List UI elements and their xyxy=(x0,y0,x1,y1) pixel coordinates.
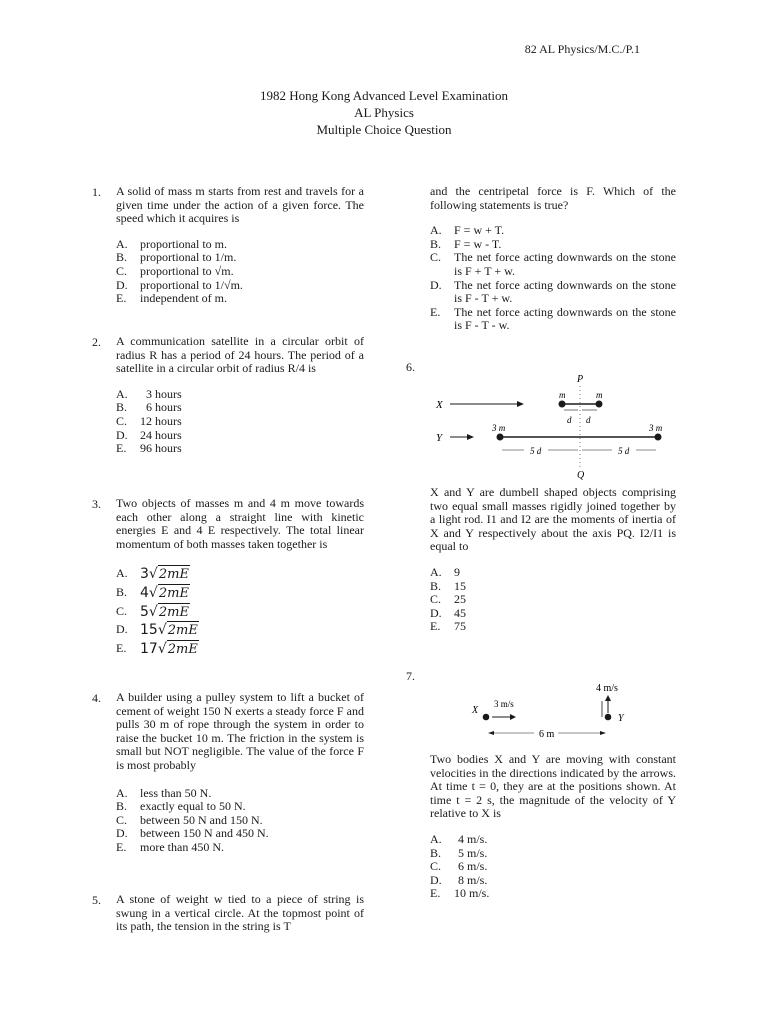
root-expression: 15 √ 2mE xyxy=(140,622,198,639)
mass-x-left xyxy=(559,401,566,408)
question-7 xyxy=(406,669,676,901)
mass-y-right xyxy=(655,434,662,441)
option-d[interactable]: D. 8 m/s. xyxy=(430,872,488,887)
exam-title: 1982 Hong Kong Advanced Level Examination xyxy=(259,88,509,103)
dumbbell-diagram xyxy=(406,360,676,480)
mass-label-m-left: m xyxy=(559,390,566,400)
option-a[interactable]: A. 3 hours xyxy=(116,386,182,401)
question-6 xyxy=(406,360,676,634)
velocity-diagram xyxy=(406,669,676,745)
label-velocity-y: 4 m/s xyxy=(596,683,618,694)
question-text: Two bodies X and Y are moving with constant velocities in the directions indicated by the arrows. At time t = 0, they are at the positions shown. At time t = 2 s, the magnitude of the velocity of Y relative to X is xyxy=(430,752,676,821)
dim-label-d-left: d xyxy=(567,415,572,425)
label-y: Y xyxy=(436,432,443,444)
option-d[interactable]: D. The net force acting downwards on the stone is F - T + w. xyxy=(430,277,676,306)
options-list xyxy=(116,787,364,855)
body-x xyxy=(483,714,490,721)
label-x-body: X xyxy=(472,705,479,716)
option-b[interactable]: B. 15 xyxy=(430,578,466,593)
root-expression: 3 √ 2mE xyxy=(140,566,189,583)
root-expression: 17 √ 2mE xyxy=(140,640,198,657)
question-text: A communication satellite in a circular orbit of radius R has a period of 24 hours. The period of a satellite in a circular orbit of radius R/4 is xyxy=(116,334,364,376)
option-c[interactable]: C. 25 xyxy=(430,592,466,607)
question-number: 5. xyxy=(92,893,101,907)
label-y-body: Y xyxy=(618,713,624,724)
arrowhead-velocity-y xyxy=(605,695,611,701)
option-a[interactable]: A. F = w + T. xyxy=(430,223,505,238)
option-b[interactable]: B. F = w - T. xyxy=(430,236,502,251)
mass-x-right xyxy=(596,401,603,408)
option-e[interactable]: E. The net force acting downwards on the stone is F - T - w. xyxy=(430,304,676,333)
mass-label-3m-right: 3 m xyxy=(649,423,663,433)
root-expression: 4 √ 2mE xyxy=(140,584,189,601)
option-a[interactable]: A. 4 m/s. xyxy=(430,831,488,846)
dim-6m-right-head xyxy=(600,731,606,735)
question-4 xyxy=(92,691,364,855)
option-b[interactable]: B. proportional to 1/m. xyxy=(116,250,237,265)
question-5 xyxy=(92,893,364,934)
option-d[interactable]: D. 45 xyxy=(430,605,466,620)
exam-subject: AL Physics xyxy=(354,105,414,120)
dim-label-5d-right: 5 d xyxy=(618,446,630,456)
option-a[interactable]: A. 3 √ 2mE xyxy=(116,566,189,583)
option-c[interactable]: C. 5 √ 2mE xyxy=(116,603,189,620)
option-a[interactable]: A. less than 50 N. xyxy=(116,785,212,800)
arrowhead-y xyxy=(467,434,474,440)
mass-label-3m-left: 3 m xyxy=(492,423,506,433)
question-5-continued xyxy=(406,185,676,333)
question-number: 6. xyxy=(406,360,415,374)
question-number: 7. xyxy=(406,669,415,683)
body-y xyxy=(605,714,612,721)
option-d[interactable]: D. 24 hours xyxy=(116,427,182,442)
page-reference: 82 AL Physics/M.C./P.1 xyxy=(524,42,640,56)
mass-y-left xyxy=(497,434,504,441)
option-b[interactable]: B. 4 √ 2mE xyxy=(116,584,189,601)
question-number: 3. xyxy=(92,497,101,511)
options-list xyxy=(430,566,676,634)
option-d[interactable]: D. 15 √ 2mE xyxy=(116,622,198,639)
option-d[interactable]: D. between 150 N and 450 N. xyxy=(116,826,269,841)
dim-label-5d-left: 5 d xyxy=(530,446,542,456)
options-list xyxy=(116,238,364,306)
options-list xyxy=(116,565,364,658)
dim-6m-left-head xyxy=(488,731,494,735)
question-text-continued: and the centripetal force is F. Which of the following statements is true? xyxy=(430,184,676,212)
question-text: Two objects of masses m and 4 m move towards each other along a straight line with kinetic energies E and 4 E respectively. The total linear momentum of both masses taken together is xyxy=(116,496,364,551)
question-text: A builder using a pulley system to lift a bucket of cement of weight 150 N exerts a steady force F and pulls 30 m of rope through the system in order to raise the bucket 10 m. The friction in the system is small but NOT negligible. The value of the force F is most probably xyxy=(116,690,364,772)
option-e[interactable]: E. independent of m. xyxy=(116,291,227,306)
question-3 xyxy=(92,497,364,658)
option-e[interactable]: E. more than 450 N. xyxy=(116,839,224,854)
option-c[interactable]: C. proportional to √m. xyxy=(116,263,234,278)
question-text: A stone of weight w tied to a piece of string is swung in a vertical circle. At the topmost point of its path, the tension in the string is T xyxy=(116,892,364,934)
arrowhead-x xyxy=(517,401,524,407)
exam-title-block xyxy=(0,87,768,138)
question-number: 1. xyxy=(92,185,101,199)
option-c[interactable]: C. 6 m/s. xyxy=(430,859,488,874)
option-b[interactable]: B. exactly equal to 50 N. xyxy=(116,799,246,814)
axis-label-p: P xyxy=(577,374,584,385)
option-a[interactable]: A. 9 xyxy=(430,564,460,579)
option-e[interactable]: E. 17 √ 2mE xyxy=(116,640,198,657)
dim-label-d-right: d xyxy=(586,415,591,425)
options-list xyxy=(430,224,676,333)
option-d[interactable]: D. proportional to 1/√m. xyxy=(116,277,243,292)
question-text: A solid of mass m starts from rest and travels for a given time under the action of a given force. The speed which it acquires is xyxy=(116,184,364,226)
options-list xyxy=(116,388,364,456)
options-list xyxy=(430,833,676,901)
question-2 xyxy=(92,335,364,456)
mass-label-m-right: m xyxy=(596,390,603,400)
option-c[interactable]: C. 12 hours xyxy=(116,413,182,428)
option-e[interactable]: E. 10 m/s. xyxy=(430,886,490,901)
option-e[interactable]: E. 96 hours xyxy=(116,441,182,456)
root-expression: 5 √ 2mE xyxy=(140,603,189,620)
option-c[interactable]: C. The net force acting downwards on the stone is F + T + w. xyxy=(430,250,676,278)
question-text: X and Y are dumbell shaped objects comprising two equal small masses rigidly joined together by a light rod. I1 and I2 are the moments of inertia of X and Y respectively about the axis PQ. I2/I1 is equal to xyxy=(430,485,676,554)
option-b[interactable]: B. 6 hours xyxy=(116,400,182,415)
label-x: X xyxy=(436,399,443,411)
question-number: 2. xyxy=(92,335,101,349)
arrowhead-velocity-x xyxy=(510,714,516,720)
dim-label-6m: 6 m xyxy=(539,729,555,740)
exam-section: Multiple Choice Question xyxy=(316,122,452,137)
axis-label-q: Q xyxy=(577,470,585,480)
option-a[interactable]: A. proportional to m. xyxy=(116,236,227,251)
option-c[interactable]: C. between 50 N and 150 N. xyxy=(116,812,263,827)
question-number: 4. xyxy=(92,691,101,705)
option-b[interactable]: B. 5 m/s. xyxy=(430,845,488,860)
label-velocity-x: 3 m/s xyxy=(494,699,514,709)
question-1 xyxy=(92,185,364,306)
option-e[interactable]: E. 75 xyxy=(430,619,466,634)
